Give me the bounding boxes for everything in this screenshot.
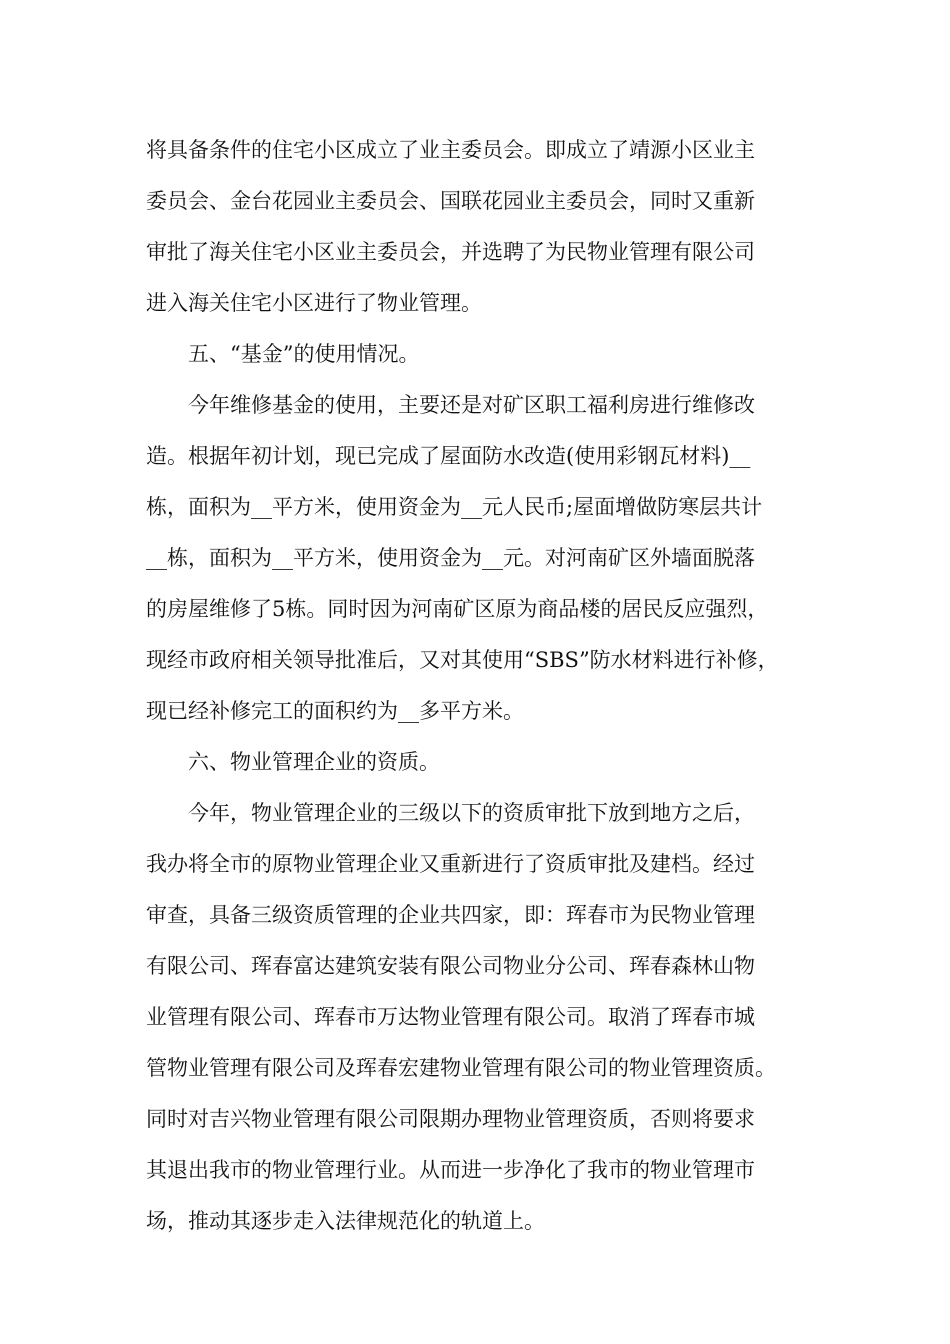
body-text-line: 有限公司、珲春富达建筑安装有限公司物业分公司、珲春森林山物 <box>146 954 755 978</box>
body-text-line: 其退出我市的物业管理行业。从而进一步净化了我市的物业管理市 <box>146 1158 755 1182</box>
body-text-line: 我办将全市的原物业管理企业又重新进行了资质审批及建档。经过 <box>146 852 755 876</box>
body-text-line: 管物业管理有限公司及珲春宏建物业管理有限公司的物业管理资质。 <box>146 1056 776 1080</box>
body-text-line: 现已经补修完工的面积约为__多平方米。 <box>146 699 524 723</box>
body-text-line: 委员会、金台花园业主委员会、国联花园业主委员会，同时又重新 <box>146 189 755 213</box>
body-text-line: 的房屋维修了5栋。同时因为河南矿区原为商品楼的居民反应强烈， <box>146 597 769 621</box>
body-text-line: 造。根据年初计划，现已完成了屋面防水改造(使用彩钢瓦材料)__ <box>146 444 751 468</box>
body-text-line: 场，推动其逐步走入法律规范化的轨道上。 <box>146 1209 545 1233</box>
body-text-line: 进入海关住宅小区进行了物业管理。 <box>146 291 482 315</box>
section-heading-fund-usage: 五、“基金”的使用情况。 <box>188 342 420 366</box>
body-text-line: __栋，面积为__平方米，使用资金为__元。对河南矿区外墙面脱落 <box>146 546 755 570</box>
body-text-line: 将具备条件的住宅小区成立了业主委员会。即成立了靖源小区业主 <box>146 138 755 162</box>
paragraph-first-line: 今年，物业管理企业的三级以下的资质审批下放到地方之后， <box>188 801 755 825</box>
section-heading-qualification: 六、物业管理企业的资质。 <box>188 750 440 774</box>
body-text-line: 同时对吉兴物业管理有限公司限期办理物业管理资质，否则将要求 <box>146 1107 755 1131</box>
body-text-line: 现经市政府相关领导批准后，又对其使用“SBS”防水材料进行补修， <box>146 648 779 672</box>
paragraph-first-line: 今年维修基金的使用，主要还是对矿区职工福利房进行维修改 <box>188 393 755 417</box>
body-text-line: 业管理有限公司、珲春市万达物业管理有限公司。取消了珲春市城 <box>146 1005 755 1029</box>
body-text-line: 审查，具备三级资质管理的企业共四家，即：珲春市为民物业管理 <box>146 903 755 927</box>
body-text-line: 审批了海关住宅小区业主委员会，并选聘了为民物业管理有限公司 <box>146 240 755 264</box>
body-text-line: 栋，面积为__平方米，使用资金为__元人民币;屋面增做防寒层共计 <box>146 495 763 519</box>
